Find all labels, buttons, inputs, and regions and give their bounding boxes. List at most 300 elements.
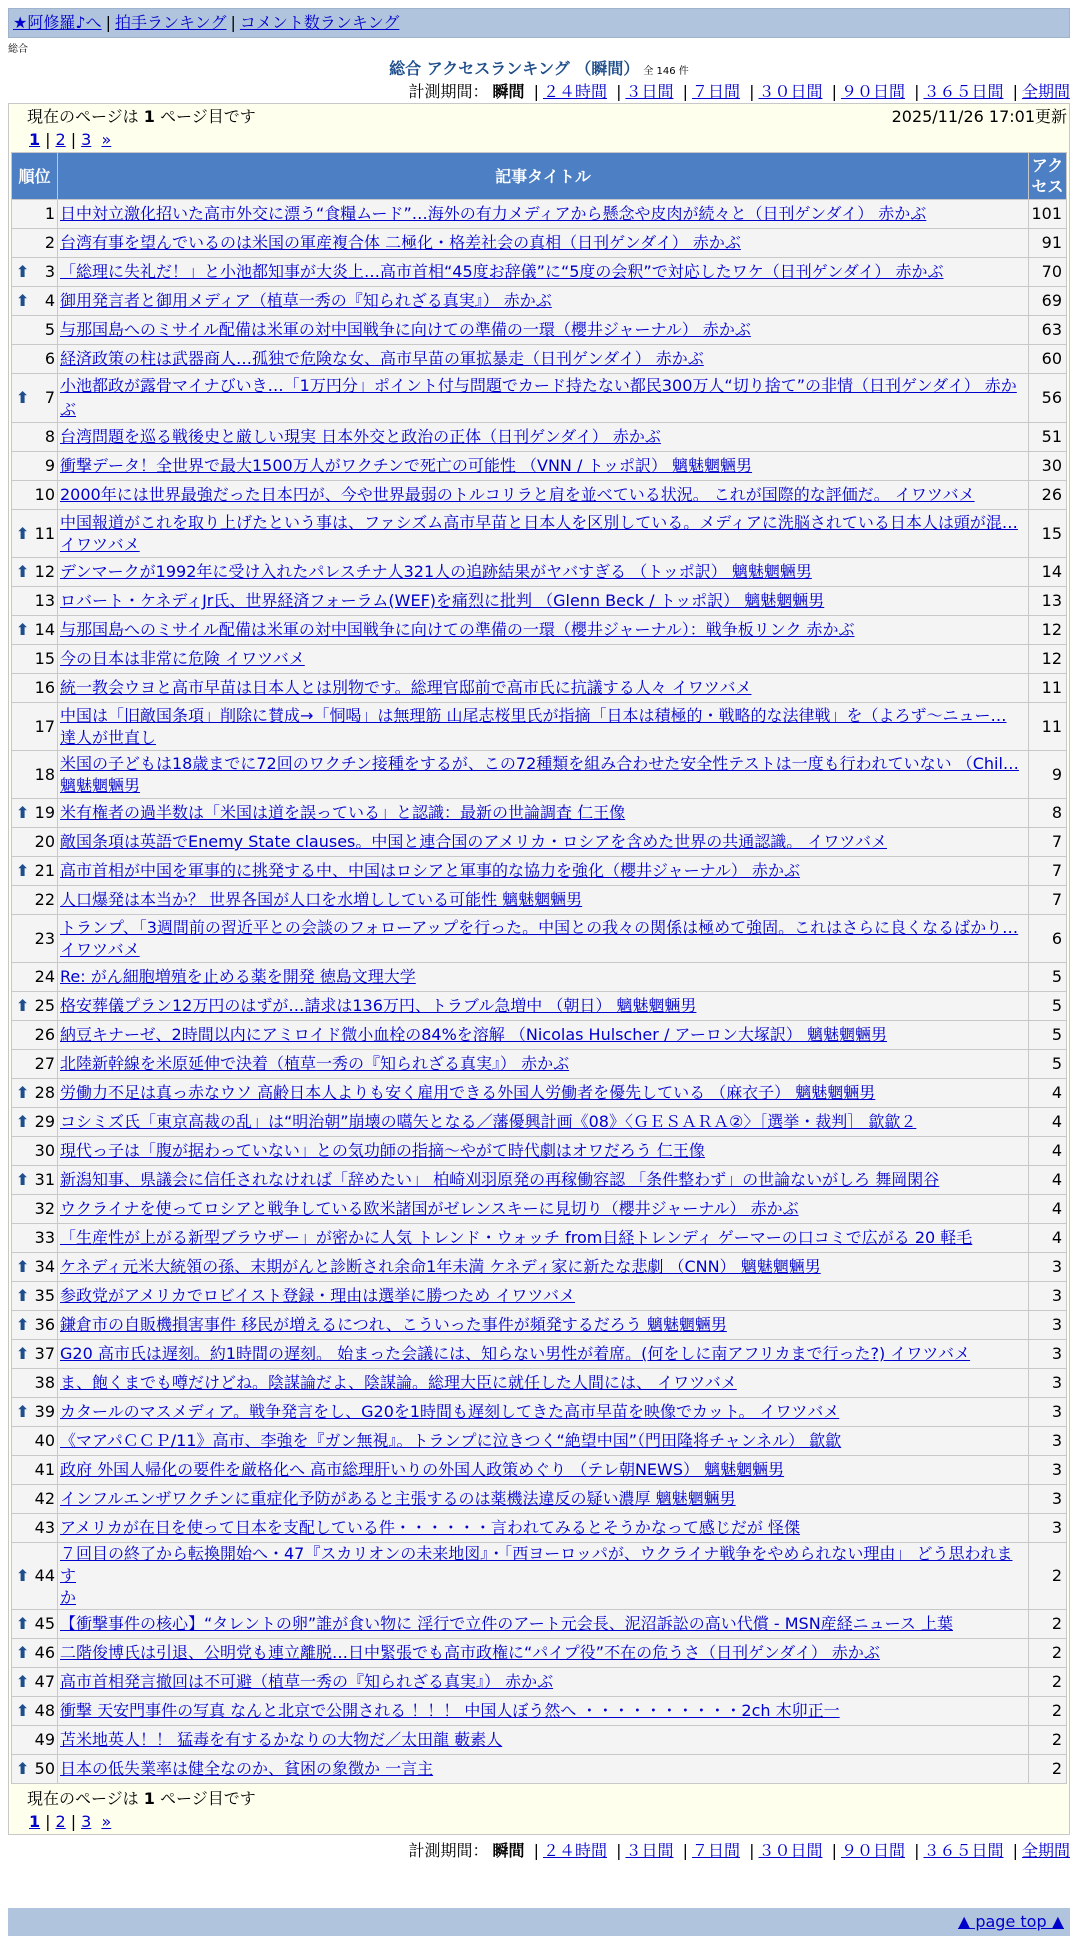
rank-cell [12,1755,58,1784]
table-row [12,287,1067,316]
rank-cell [12,1340,58,1369]
table-row [12,587,1067,616]
table-row [12,703,1067,751]
access-count-cell: 3 [1029,1311,1067,1340]
title-cell [58,992,1029,1021]
rank-cell [12,886,58,915]
table-row [12,915,1067,963]
rank-number: 23 [34,928,55,948]
rank-cell [12,345,58,374]
article-title-link[interactable]: 御用発言者と御用メディア（植草一秀の『知られざる真実』） 赤かぶ [60,291,552,310]
period-option-all[interactable]: 全期間 [1021,1841,1070,1860]
title-cell [58,1543,1029,1610]
page-wrapper [8,8,1070,1863]
rank-number: 39 [34,1402,55,1421]
rank-up-arrow-icon: ⬆ [16,1112,30,1131]
rank-up-arrow-icon: ⬆ [16,1344,30,1363]
article-title-link[interactable]: トランプ、「3週間前の習近平との会談のフォローアップを行った。中国との我々の関係は極めて強固。これはさらに良くなるばかり… [60,917,1019,937]
article-title-link[interactable]: 衝撃 天安門事件の写真 なんと北京で公開される ！！！ 中国人ぼう然へ ・・・・・・・・・・2ch 木卯正一 [60,1701,840,1720]
rank-cell [12,1050,58,1079]
article-title-link[interactable]: 台湾有事を望んでいるのは米国の軍産複合体 二極化・格差社会の真相（日刊ゲンダイ） 赤かぶ [60,233,741,252]
period-option-7d[interactable]: ７日間 [691,1841,740,1860]
rank-cell [12,963,58,992]
rank-cell [12,374,58,423]
period-option-30d[interactable]: ３０日間 [758,82,823,101]
access-count-cell: 4 [1029,1137,1067,1166]
rank-up-arrow-icon: ⬆ [16,861,30,880]
rank-up-arrow-icon: ⬆ [16,291,30,310]
title-cell [58,1108,1029,1137]
access-count-cell: 26 [1029,481,1067,510]
rank-number: 2 [44,233,55,252]
total-count: 全 146 件 [643,66,689,77]
article-title-link[interactable]: 米有権者の過半数は「米国は道を誤っている」と認識：最新の世論調査 仁王像 [60,803,626,822]
rank-number: 50 [34,1759,55,1778]
article-title-link-cont[interactable]: 魑魅魍魎男 [60,775,141,795]
table-row [12,374,1067,423]
article-title-link[interactable]: 労働力不足は真っ赤なウソ 高齢日本人よりも安く雇用できる外国人労働者を優先している （麻衣子） 魑魅魍魎男 [60,1083,876,1102]
article-title-link[interactable]: ７回目の終了から転換開始へ・47『スカリオンの未来地図』・「西ヨーロッパが、ウクライナ戦争をやめられない理由」 どう思われます [60,1544,1013,1585]
period-option-3d[interactable]: ３日間 [625,1841,674,1860]
article-title-link[interactable]: 中国は「旧敵国条項」削除に賛成→「恫喝」は無理筋 山尾志桜里氏が指摘「日本は積極的・戦略的な法律戦」を（よろず～ニュー… [60,705,1007,725]
nav-applause-ranking-link[interactable]: 拍手ランキング [114,13,227,32]
period-option-24h[interactable]: ２４時間 [542,1841,607,1860]
rank-number: 34 [34,1257,55,1276]
rank-number: 26 [34,1025,55,1044]
rank-up-arrow-icon: ⬆ [16,1643,30,1662]
rank-up-arrow-icon: ⬆ [16,388,30,407]
article-title-link[interactable]: 台湾問題を巡る戦後史と厳しい現実 日本外交と政治の正体（日刊ゲンダイ） 赤かぶ [60,427,661,446]
rank-cell [12,1485,58,1514]
article-title-link[interactable]: 苫米地英人！！ 猛毒を有するかなりの大物だ／太田龍 藪素人 [60,1730,503,1749]
period-option-3d[interactable]: ３日間 [625,82,674,101]
access-count-cell: 12 [1029,645,1067,674]
period-option-90d[interactable]: ９０日間 [840,1841,905,1860]
rank-up-arrow-icon: ⬆ [16,262,30,281]
title-cell [58,1398,1029,1427]
rank-cell [12,1427,58,1456]
rank-cell [12,200,58,229]
article-title-link[interactable]: 日中対立激化招いた高市外交に漂う“食糧ムード”…海外の有力メディアから懸念や皮肉が続々と（日刊ゲンダイ） 赤かぶ [60,204,927,223]
period-option-all[interactable]: 全期間 [1021,82,1070,101]
title-cell [58,452,1029,481]
table-row [12,1282,1067,1311]
rank-cell [12,1697,58,1726]
rank-cell [12,616,58,645]
article-title-link[interactable]: 北陸新幹線を米原延伸で決着（植草一秀の『知られざる真実』） 赤かぶ [60,1054,570,1073]
rank-number: 47 [34,1672,55,1691]
ranking-panel [8,103,1070,1835]
rank-up-arrow-icon: ⬆ [16,1759,30,1778]
access-count-cell: 4 [1029,1195,1067,1224]
rank-up-arrow-icon: ⬆ [16,1257,30,1276]
article-title-link[interactable]: 日本の低失業率は健全なのか、貧困の象徴か 一言主 [60,1759,434,1778]
pager-page-1[interactable]: 1 [29,130,41,149]
rank-number: 42 [34,1489,55,1508]
article-title-link[interactable]: 【衝撃事件の核心】“タレントの卵”誰が食い物に 淫行で立件のアート元会長、泥沼訴訟の高い代償 - MSN産経ニュース 上葉 [60,1614,953,1633]
rank-number: 40 [34,1431,55,1450]
rank-number: 19 [34,803,55,822]
rank-cell [12,587,58,616]
access-count-cell: 3 [1029,1282,1067,1311]
table-row [12,1340,1067,1369]
pager-next[interactable]: » [101,130,112,149]
rank-number: 41 [34,1460,55,1479]
article-title-link[interactable]: コシミズ氏「東京高裁の乱」は“明治朝”崩壊の嚆矢となる／藩優興計画《08》〈ＧＥＳＡＲＡ②〉［選挙・裁判］ 歙歙２ [60,1112,917,1131]
rank-up-arrow-icon: ⬆ [16,523,30,543]
rank-cell [12,258,58,287]
title-cell [58,1021,1029,1050]
ranking-table [11,152,1067,1784]
table-row [12,1224,1067,1253]
rank-number: 7 [44,388,55,407]
rank-cell [12,1726,58,1755]
title-cell [58,1697,1029,1726]
article-title-link[interactable]: 2000年には世界最強だった日本円が、今や世界最弱のトルコリラと肩を並べている状況。 これが国際的な評価だ。 イワツバメ [60,485,975,504]
access-count-cell: 3 [1029,1485,1067,1514]
table-row [12,886,1067,915]
article-title-link[interactable]: 高市首相が中国を軍事的に挑発する中、中国はロシアと軍事的な協力を強化（櫻井ジャーナル） 赤かぶ [60,861,800,880]
rank-cell [12,1369,58,1398]
article-title-link[interactable]: G20 高市氏は遅刻。約1時間の遅刻。 始まった会議には、知らない男性が着席。(何をしに南アフリカまで行った?) イワツバメ [60,1344,971,1363]
title-cell [58,1166,1029,1195]
rank-up-arrow-icon: ⬆ [16,620,30,639]
article-title-link[interactable]: 「総理に失礼だ！」と小池都知事が大炎上…高市首相“45度お辞儀”に“5度の会釈”で対応したワケ（日刊ゲンダイ） 赤かぶ [60,262,944,281]
table-row [12,992,1067,1021]
rank-up-arrow-icon: ⬆ [16,562,30,581]
access-count-cell: 2 [1029,1639,1067,1668]
article-title-link[interactable]: 経済政策の柱は武器商人…孤独で危険な女、高市早苗の軍拡暴走（日刊ゲンダイ） 赤かぶ [60,349,704,368]
rank-number: 18 [34,764,55,784]
title-cell [58,963,1029,992]
access-count-cell: 15 [1029,510,1067,558]
article-title-link[interactable]: 二階俊博氏は引退、公明党も連立離脱…日中緊張でも高市政権に“パイプ役”不在の危うさ（日刊ゲンダイ） 赤かぶ [60,1643,880,1662]
page-info [11,106,1067,128]
rank-up-arrow-icon: ⬆ [16,1566,30,1585]
column-rank-header: 順位 [12,153,58,200]
rank-cell [12,1224,58,1253]
period-label: 計測期間： [408,82,489,101]
rank-number: 22 [34,890,55,909]
table-row [12,200,1067,229]
rank-cell [12,828,58,857]
title-cell [58,1224,1029,1253]
table-row [12,316,1067,345]
page-top-link[interactable]: ▲ page top ▲ [957,1912,1064,1931]
period-current: 瞬間 [492,82,525,101]
table-row [12,674,1067,703]
rank-number: 13 [34,591,55,610]
period-option-90d[interactable]: ９０日間 [840,82,905,101]
title-cell [58,915,1029,963]
article-title-link-cont[interactable]: イワツバメ [60,534,140,554]
pager-next[interactable]: » [101,1812,112,1831]
rank-number: 48 [34,1701,55,1720]
table-row [12,1456,1067,1485]
rank-up-arrow-icon: ⬆ [16,1170,30,1189]
rank-up-arrow-icon: ⬆ [16,1083,30,1102]
access-count-cell: 56 [1029,374,1067,423]
title-cell [58,1427,1029,1456]
bottom-bar [8,1908,1070,1936]
rank-cell [12,1166,58,1195]
access-count-cell: 9 [1029,751,1067,799]
title-cell [58,616,1029,645]
article-title-link[interactable]: 政府 外国人帰化の要件を厳格化へ 高市総理肝いりの外国人政策めぐり （テレ朝NEWS） 魑魅魍魎男 [60,1460,785,1479]
page-info-text: 現在のページは 1 ページ目です [27,107,256,126]
rank-cell [12,674,58,703]
rank-cell [12,1079,58,1108]
rank-cell [12,1610,58,1639]
article-title-link[interactable]: 米国の子どもは18歳までに72回のワクチン接種をするが、この72種類を組み合わせた安全性テストは一度も行われていない （Chil… [60,753,1019,773]
period-current: 瞬間 [492,1841,525,1860]
article-title-link[interactable]: 参政党がアメリカでロビイスト登録・理由は選挙に勝つため イワツバメ [60,1286,576,1305]
rank-cell [12,229,58,258]
page-heading [8,59,1070,79]
article-title-link[interactable]: 鎌倉市の自販機損害事件 移民が増えるにつれ、こういった事件が頻発するだろう 魑魅魍魎男 [60,1315,727,1334]
nav-comment-ranking-link[interactable]: コメント数ランキング [239,13,400,32]
access-count-cell: 5 [1029,963,1067,992]
table-row [12,1369,1067,1398]
access-count-cell: 30 [1029,452,1067,481]
access-count-cell: 91 [1029,229,1067,258]
access-count-cell: 6 [1029,915,1067,963]
rank-cell [12,703,58,751]
period-option-365d[interactable]: ３６５日間 [923,82,1004,101]
access-count-cell: 3 [1029,1514,1067,1543]
rank-cell [12,1311,58,1340]
rank-cell [12,423,58,452]
table-row [12,751,1067,799]
rank-number: 44 [34,1566,55,1585]
article-title-link-cont[interactable]: か [60,1588,77,1607]
article-title-link[interactable]: 新潟知事、県議会に信任されなければ「辞めたい」 柏崎刈羽原発の再稼働容認 「条件整わず」の世論ないがしろ 舞岡閑谷 [60,1170,940,1189]
title-cell [58,1639,1029,1668]
nav-home-link[interactable]: ★阿修羅♪へ [13,13,102,32]
table-row [12,345,1067,374]
title-cell [58,1668,1029,1697]
rank-number: 20 [34,832,55,851]
table-row [12,1427,1067,1456]
access-count-cell: 7 [1029,857,1067,886]
article-title-link[interactable]: 敵国条項は英語でEnemy State clauses。中国と連合国のアメリカ・ロシアを含めた世界の共通認識。 イワツバメ [60,832,888,851]
access-count-cell: 3 [1029,1398,1067,1427]
rank-number: 28 [34,1083,55,1102]
title-cell [58,1340,1029,1369]
rank-up-arrow-icon: ⬆ [16,1701,30,1720]
access-count-cell: 2 [1029,1726,1067,1755]
column-access-header: アクセス [1029,153,1067,200]
article-title-link[interactable]: 格安葬儀プラン12万円のはずが…請求は136万円、トラブル急増中 （朝日） 魑魅魍魎男 [60,996,697,1015]
article-title-link[interactable]: 今の日本は非常に危険 イワツバメ [60,649,305,668]
updated-time: 2025/11/26 17:01更新 [891,107,1067,126]
page-info-bottom [11,1788,1067,1810]
article-title-link[interactable]: ケネディ元米大統領の孫、末期がんと診断され余命1年未満 ケネディ家に新たな悲劇 （CNN） 魑魅魍魎男 [60,1257,821,1276]
rank-cell [12,1398,58,1427]
access-count-cell: 11 [1029,703,1067,751]
title-cell [58,481,1029,510]
article-title-link[interactable]: 納豆キナーゼ、2時間以内にアミロイド微小血栓の84%を溶解 （Nicolas Hulscher / アーロン大塚訳） 魑魅魍魎男 [60,1025,888,1044]
title-cell [58,287,1029,316]
rank-up-arrow-icon: ⬆ [16,803,30,822]
rank-number: 3 [44,262,55,281]
rank-number: 12 [34,562,55,581]
pager-page-1[interactable]: 1 [29,1812,41,1831]
rank-number: 31 [34,1170,55,1189]
title-cell [58,857,1029,886]
access-count-cell: 2 [1029,1543,1067,1610]
table-row [12,510,1067,558]
rank-cell [12,1514,58,1543]
access-count-cell: 11 [1029,674,1067,703]
rank-number: 15 [34,649,55,668]
title-cell [58,345,1029,374]
title-cell [58,258,1029,287]
article-title-link[interactable]: カタールのマスメディア。戦争発言をし、G20を1時間も遅刻してきた高市早苗を映像でカット。 イワツバメ [60,1402,840,1421]
access-count-cell: 63 [1029,316,1067,345]
table-row [12,229,1067,258]
pager-page-3[interactable]: 3 [81,130,92,149]
rank-up-arrow-icon: ⬆ [16,1614,30,1633]
rank-cell [12,1021,58,1050]
rank-cell [12,1639,58,1668]
access-count-cell: 7 [1029,828,1067,857]
rank-cell [12,558,58,587]
access-count-cell: 101 [1029,200,1067,229]
table-row [12,616,1067,645]
rank-cell [12,1668,58,1697]
table-row [12,1514,1067,1543]
article-title-link[interactable]: アメリカが在日を使って日本を支配している件・・・・・・言われてみるとそうかなって感じだが 怪傑 [60,1518,800,1537]
rank-up-arrow-icon: ⬆ [16,1672,30,1691]
title-cell [58,1485,1029,1514]
rank-number: 27 [34,1054,55,1073]
title-cell [58,1282,1029,1311]
access-count-cell: 4 [1029,1079,1067,1108]
article-title-link[interactable]: デンマークが1992年に受け入れたパレスチナ人321人の追跡結果がヤバすぎる （トッポ訳） 魑魅魍魎男 [60,562,812,581]
table-row [12,558,1067,587]
title-cell [58,229,1029,258]
article-title-link[interactable]: 《マアパＣＣＰ/11》高市、李強を『ガン無視』。トランプに泣きつく“絶望中国”（門田隆将チャンネル） 歙歙 [60,1431,842,1450]
access-count-cell: 2 [1029,1668,1067,1697]
access-count-cell: 51 [1029,423,1067,452]
article-title-link[interactable]: ウクライナを使ってロシアと戦争している欧米諸国がゼレンスキーに見切り（櫻井ジャーナル） 赤かぶ [60,1199,799,1218]
rank-number: 43 [34,1518,55,1537]
access-count-cell: 7 [1029,886,1067,915]
rank-number: 9 [44,456,55,475]
article-title-link[interactable]: インフルエンザワクチンに重症化予防があると主張するのは薬機法違反の疑い濃厚 魑魅魍魎男 [60,1489,736,1508]
title-cell [58,799,1029,828]
pager-page-3[interactable]: 3 [81,1812,92,1831]
article-title-link[interactable]: 衝撃データ！全世界で最大1500万人がワクチンで死亡の可能性 （VNN / トッポ訳） 魑魅魍魎男 [60,456,753,475]
period-option-365d[interactable]: ３６５日間 [923,1841,1004,1860]
table-row [12,452,1067,481]
title-cell [58,1610,1029,1639]
table-row [12,1543,1067,1610]
table-row [12,645,1067,674]
article-title-link[interactable]: 統一教会ウヨと高市早苗は日本人とは別物です。総理官邸前で高市氏に抗議する人々 イワツバメ [60,678,752,697]
article-title-link[interactable]: ロバート・ケネディJr氏、世界経済フォーラム(WEF)を痛烈に批判 （Glenn Beck / トッポ訳） 魑魅魍魎男 [60,591,825,610]
access-count-cell: 5 [1029,1050,1067,1079]
table-row [12,1755,1067,1784]
nav-separator: | [230,13,236,32]
title-cell [58,374,1029,423]
rank-number: 38 [34,1373,55,1392]
title-cell [58,1514,1029,1543]
table-row [12,423,1067,452]
rank-cell [12,287,58,316]
pager-page-2[interactable]: 2 [55,130,66,149]
access-count-cell: 3 [1029,1456,1067,1485]
table-row [12,1485,1067,1514]
title-cell [58,1079,1029,1108]
pager-page-2[interactable]: 2 [55,1812,66,1831]
rank-cell [12,799,58,828]
title-cell [58,1253,1029,1282]
rank-number: 16 [34,678,55,697]
article-title-link[interactable]: 小池都政が露骨マイナびいき…「1万円分」ポイント付与問題でカード持たない都民300万人“切り捨て”の非情（日刊ゲンダイ） 赤かぶ [60,376,1017,419]
period-option-30d[interactable]: ３０日間 [758,1841,823,1860]
article-title-link[interactable]: 人口爆発は本当か？ 世界各国が人口を水増ししている可能性 魑魅魍魎男 [60,890,583,909]
article-title-link-cont[interactable]: 達人が世直し [60,727,157,747]
period-option-24h[interactable]: ２４時間 [542,82,607,101]
table-row [12,1108,1067,1137]
pager-top: 1 | 2 | 3 » [29,130,112,149]
table-row [12,1610,1067,1639]
table-row [12,1166,1067,1195]
title-cell [58,1755,1029,1784]
rank-cell [12,915,58,963]
access-count-cell: 4 [1029,1108,1067,1137]
article-title-link[interactable]: 与那国島へのミサイル配備は米軍の対中国戦争に向けての準備の一環（櫻井ジャーナル） 赤かぶ [60,320,751,339]
table-row [12,828,1067,857]
article-title-link[interactable]: Re: がん細胞増殖を止める薬を開発 徳島文理大学 [60,967,416,986]
article-title-link[interactable]: 与那国島へのミサイル配備は米軍の対中国戦争に向けての準備の一環（櫻井ジャーナル）：戦争板リンク 赤かぶ [60,620,855,639]
rank-cell [12,316,58,345]
title-cell [58,423,1029,452]
access-count-cell: 8 [1029,799,1067,828]
rank-cell [12,1456,58,1485]
article-title-link[interactable]: 「生産性が上がる新型ブラウザー」が密かに人気 トレンド・ウォッチ from日経トレンディ ゲーマーの口コミで広がる 20 軽毛 [60,1228,973,1247]
article-title-link[interactable]: 現代っ子は「腹が据わっていない」との気功師の指摘～やがて時代劇はオワだろう 仁王像 [60,1141,705,1160]
title-cell [58,1050,1029,1079]
rank-number: 29 [34,1112,55,1131]
rank-number: 36 [34,1315,55,1334]
article-title-link[interactable]: 高市首相発言撤回は不可避（植草一秀の『知られざる真実』） 赤かぶ [60,1672,554,1691]
rank-number: 49 [34,1730,55,1749]
access-count-cell: 13 [1029,587,1067,616]
table-row [12,963,1067,992]
rank-number: 11 [34,523,55,543]
title-cell [58,1456,1029,1485]
rank-number: 30 [34,1141,55,1160]
access-count-cell: 4 [1029,1224,1067,1253]
title-cell [58,1726,1029,1755]
title-cell [58,886,1029,915]
rank-number: 14 [34,620,55,639]
access-count-cell: 3 [1029,1253,1067,1282]
article-title-link[interactable]: ま、飽くまでも噂だけどね。陰謀論だよ、陰謀論。総理大臣に就任した人間には、 イワツバメ [60,1373,737,1392]
table-row [12,258,1067,287]
period-option-7d[interactable]: ７日間 [691,82,740,101]
article-title-link[interactable]: 中国報道がこれを取り上げたという事は、ファシズム高市早苗と日本人を区別している。メディアに洗脳されている日本人は頭が混… [60,512,1018,532]
title-cell [58,674,1029,703]
article-title-link-cont[interactable]: イワツバメ [60,939,140,959]
access-count-cell: 14 [1029,558,1067,587]
table-row [12,1311,1067,1340]
title-cell [58,703,1029,751]
access-count-cell: 60 [1029,345,1067,374]
